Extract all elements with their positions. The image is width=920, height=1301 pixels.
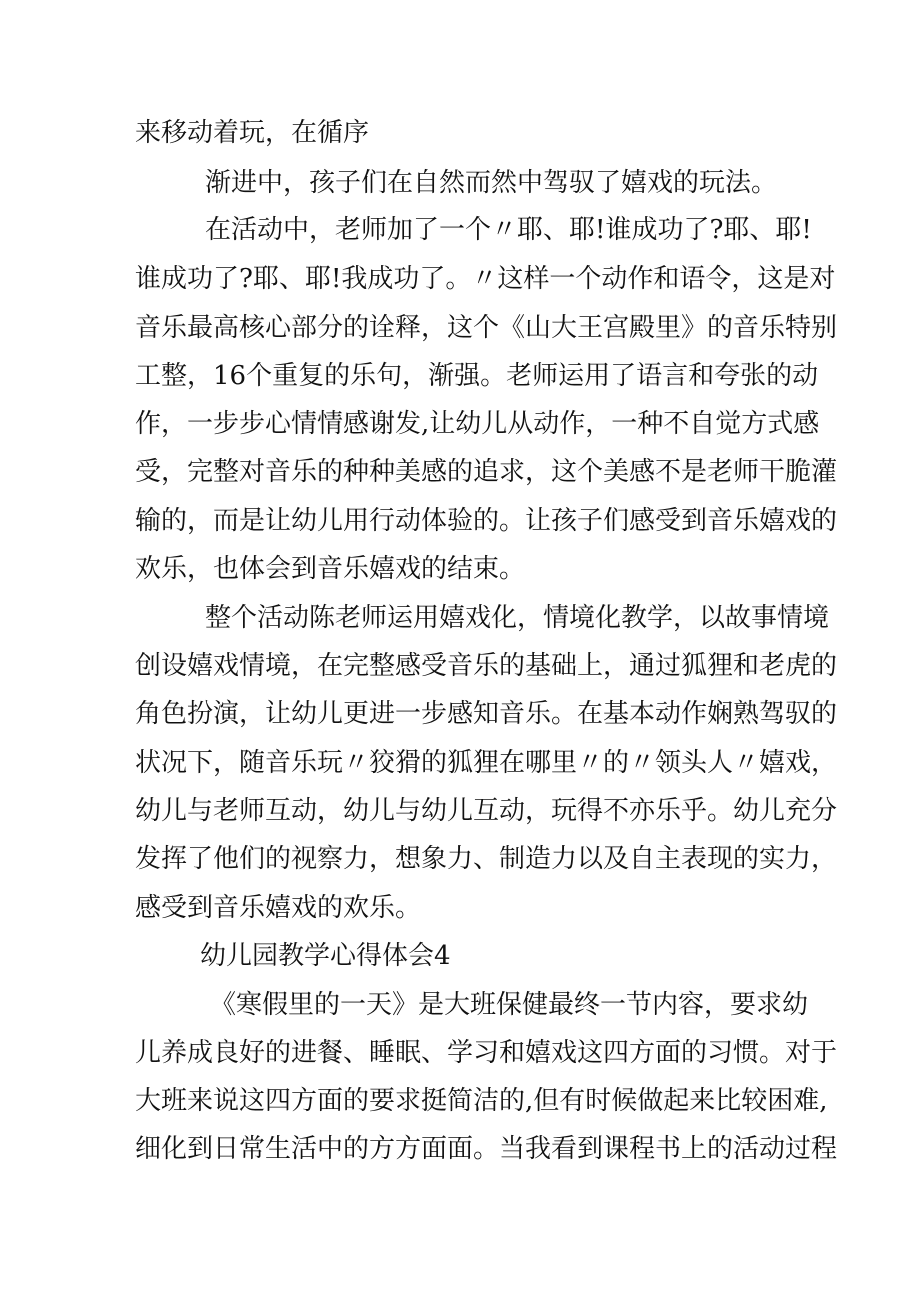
- text-line: 儿养成良好的进餐、睡眠、学习和嬉戏这四方面的习惯。对于: [135, 1038, 838, 1068]
- text-line: 受，完整对音乐的种种美感的追求，这个美感不是老师干脆灌: [135, 457, 838, 487]
- text-line: 来移动着玩，在循序: [135, 118, 370, 148]
- text-line: 渐进中，孩子们在自然而然中驾驭了嬉戏的玩法。: [205, 168, 778, 198]
- text-line: 整个活动陈老师运用嬉戏化，情境化教学，以故事情境: [205, 603, 830, 633]
- text-line: 创设嬉戏情境，在完整感受音乐的基础上，通过狐狸和老虎的: [135, 651, 838, 681]
- text-line: 欢乐，也体会到音乐嬉戏的结束。: [135, 554, 526, 584]
- text-line: 《寒假里的一天》是大班保健最终一节内容，要求幼: [210, 990, 809, 1020]
- text-line: 大班来说这四方面的要求挺简洁的,但有时候做起来比较困难,: [135, 1086, 828, 1116]
- text-line: 音乐最高核心部分的诠释，这个《山大王宫殿里》的音乐特别: [135, 313, 838, 343]
- text-line: 在活动中，老师加了一个〃耶、耶!谁成功了?耶、耶!: [205, 215, 812, 245]
- text-line: 细化到日常生活中的方方面面。当我看到课程书上的活动过程: [135, 1134, 838, 1164]
- text-line: 发挥了他们的视察力，想象力、制造力以及自主表现的实力，: [135, 844, 838, 874]
- text-line: 作，一步步心情情感谢发,让幼儿从动作，一种不自觉方式感: [135, 409, 820, 439]
- text-line: 工整，16个重复的乐句，渐强。老师运用了语言和夸张的动: [135, 361, 819, 391]
- text-line: 幼儿与老师互动，幼儿与幼儿互动，玩得不亦乐乎。幼儿充分: [135, 796, 838, 826]
- section-heading: 幼儿园教学心得体会4: [200, 941, 451, 971]
- text-line: 角色扮演，让幼儿更进一步感知音乐。在基本动作娴熟驾驭的: [135, 699, 838, 729]
- text-line: 输的，而是让幼儿用行动体验的。让孩子们感受到音乐嬉戏的: [135, 506, 838, 536]
- text-line: 谁成功了?耶、耶!我成功了。〃这样一个动作和语令，这是对: [135, 264, 836, 294]
- text-line: 状况下，随音乐玩〃狡猾的狐狸在哪里〃的〃领头人〃嬉戏，: [135, 748, 838, 778]
- text-line: 感受到音乐嬉戏的欢乐。: [135, 893, 422, 923]
